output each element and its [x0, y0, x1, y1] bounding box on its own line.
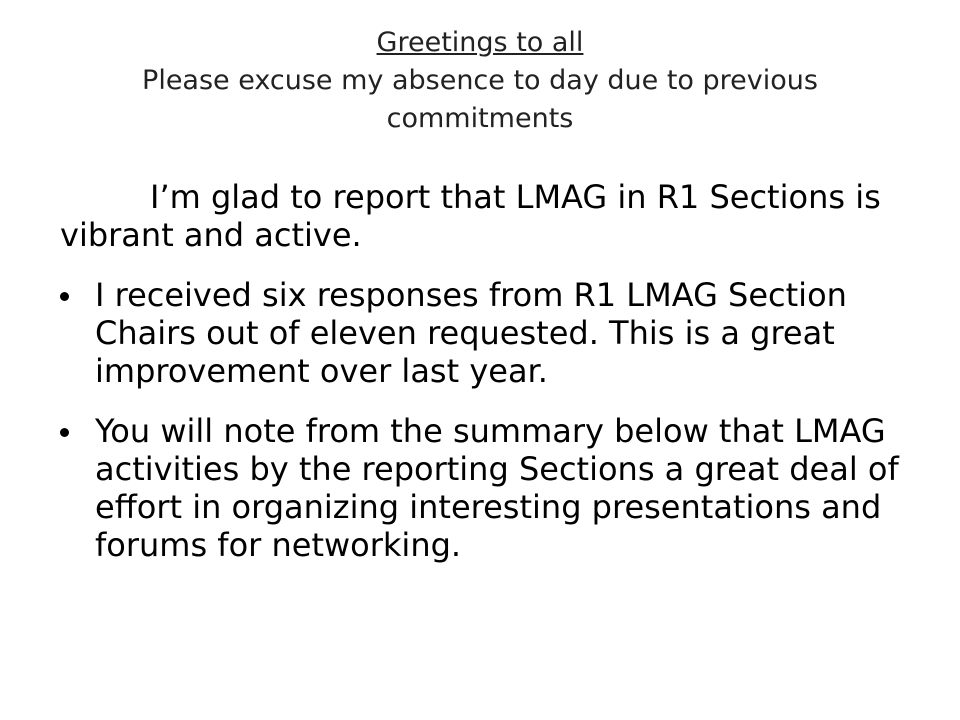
bullet-item-responses — [60, 276, 920, 390]
bullet-list — [60, 276, 920, 564]
bullet-text-summary: You will note from the summary below that LMAG activities by the reporting Sections a great deal of effort in organizing interesting presentations and forums for networking. — [95, 412, 899, 564]
bullet-text-responses: I received six responses from R1 LMAG Section Chairs out of eleven requested. This is a great improvement over last year. — [95, 276, 847, 390]
bullet-item-summary — [60, 412, 920, 564]
bullet-dot-icon — [60, 292, 69, 301]
title-greeting: Greetings to all — [376, 27, 584, 58]
title-subtitle: Please excuse my absence to day due to previous commitments — [142, 65, 818, 134]
bullet-dot-icon — [60, 428, 69, 437]
slide-title — [60, 24, 900, 138]
slide-body — [60, 178, 920, 586]
intro-paragraph: I’m glad to report that LMAG in R1 Sections is vibrant and active. — [60, 178, 881, 254]
